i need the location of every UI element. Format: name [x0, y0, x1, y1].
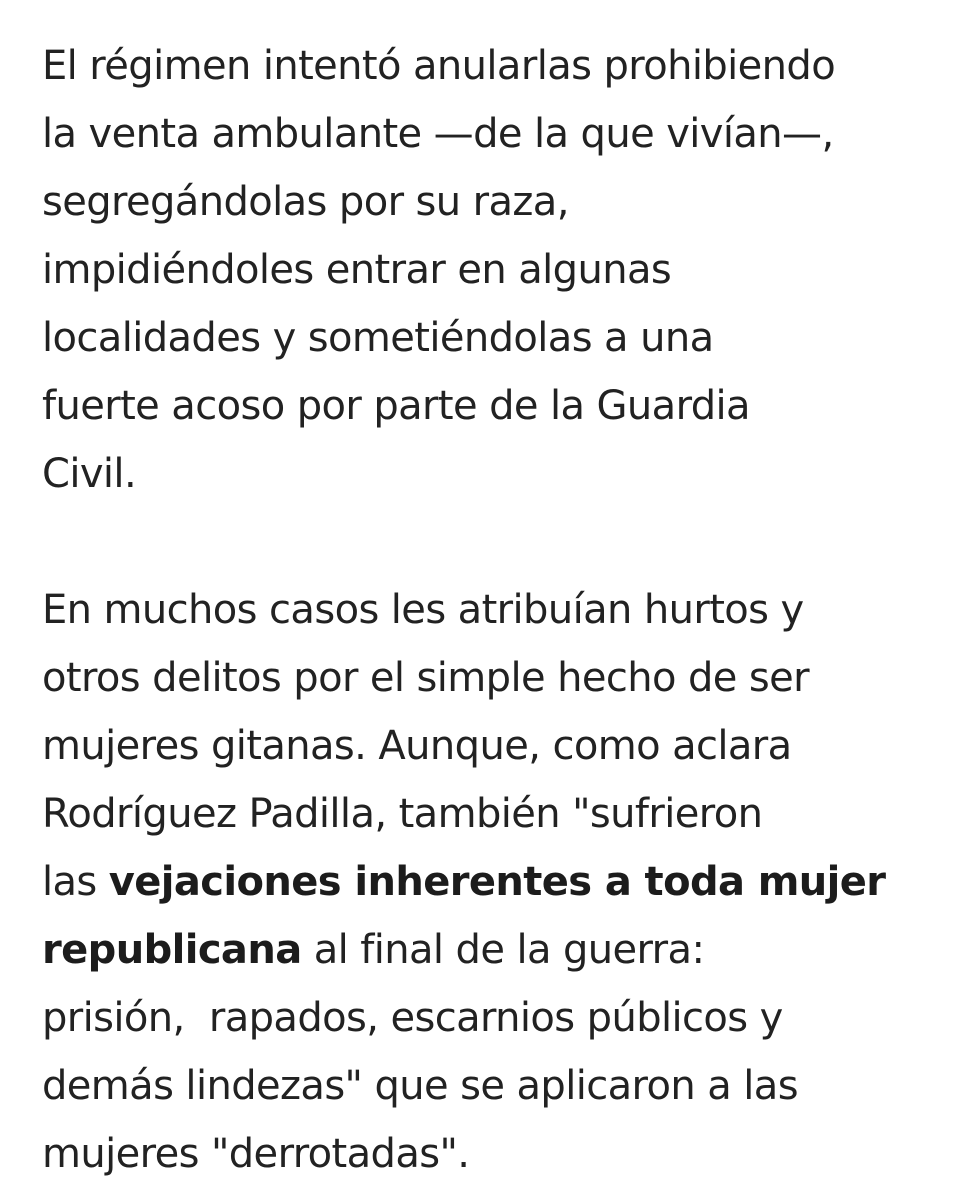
article-body: [42, 32, 957, 1188]
text-line: localidades y sometiéndolas a una: [42, 315, 714, 361]
text-line: prisión, rapados, escarnios públicos y: [42, 995, 783, 1041]
text-line-mixed: [42, 916, 957, 984]
text-line: mujeres "derrotadas".: [42, 1131, 470, 1177]
bold-emphasis: vejaciones inherentes a toda mujer: [108, 859, 886, 905]
text-line: la venta ambulante —de la que vivían—,: [42, 111, 834, 157]
text-line: segregándolas por su raza,: [42, 179, 569, 225]
text-line: En muchos casos les atribuían hurtos y: [42, 587, 804, 633]
text-line: otros delitos por el simple hecho de ser: [42, 655, 809, 701]
text-line: mujeres gitanas. Aunque, como aclara: [42, 723, 792, 769]
text-line-mixed: [42, 848, 957, 916]
text-line: impidiéndoles entrar en algunas: [42, 247, 672, 293]
plain-text: al final de la guerra:: [301, 927, 705, 973]
text-line: demás lindezas" que se aplicaron a las: [42, 1063, 798, 1109]
paragraph-spacer: [42, 508, 957, 576]
paragraph-1: [42, 32, 957, 508]
text-line: El régimen intentó anularlas prohibiendo: [42, 43, 836, 89]
paragraph-2: [42, 576, 957, 1188]
bold-emphasis: republicana: [42, 927, 302, 973]
plain-text: las: [42, 859, 109, 905]
text-line: Rodríguez Padilla, también "sufrieron: [42, 791, 763, 837]
text-line: fuerte acoso por parte de la Guardia: [42, 383, 750, 429]
text-line: Civil.: [42, 451, 137, 497]
